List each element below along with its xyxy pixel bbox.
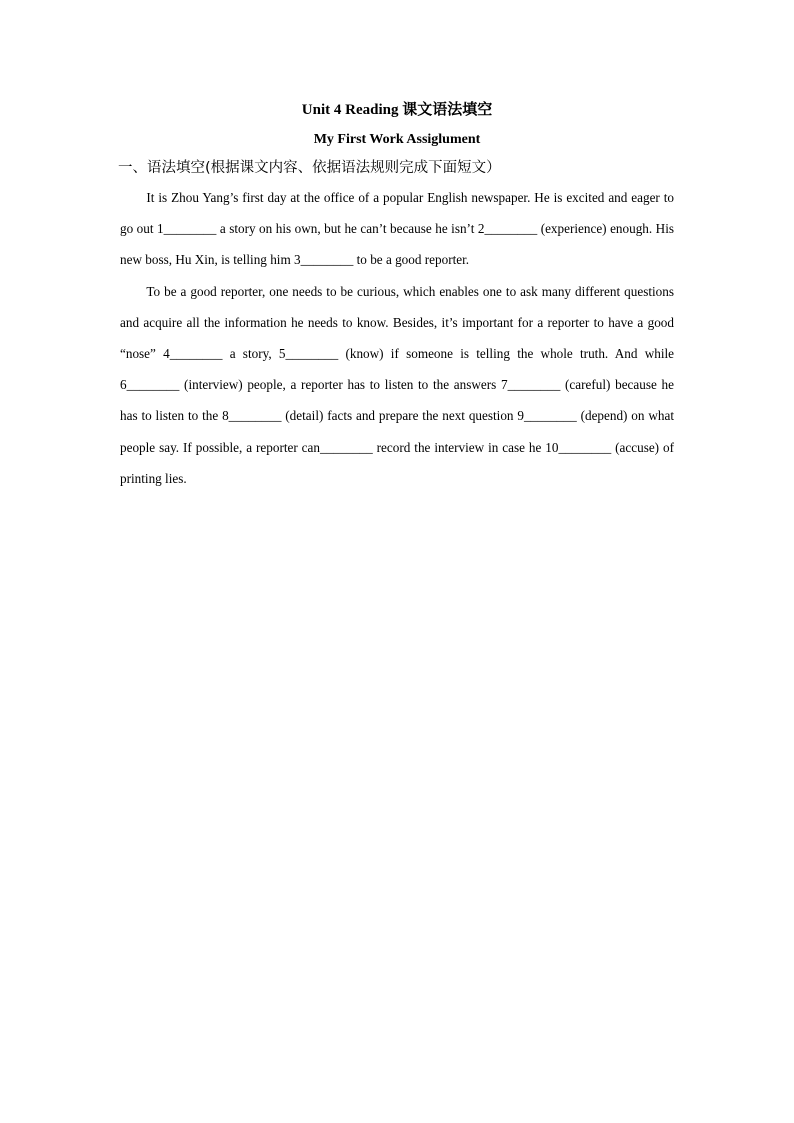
worksheet-page xyxy=(120,98,674,494)
section-heading: 一、语法填空(根据课文内容、依据语法规则完成下面短文） xyxy=(118,160,501,176)
passage-title: My First Work Assiglument xyxy=(313,132,481,147)
paragraph-1: It is Zhou Yang’s first day at the office of a popular English newspaper. He is excited and eager to go out 1________ a story on his own, but he can’t because he isn’t 2________ (experience) enough. His new boss, Hu Xin, is telling him 3________ to be a good reporter. xyxy=(120,190,674,268)
paragraph-2: To be a good reporter, one needs to be curious, which enables one to ask many different questions and acquire all the information he needs to know. Besides, it’s important for a reporter to have a good “nose” 4________ a story, 5________ (know) if someone is telling the whole truth. And while 6________ (interview) people, a reporter has to listen to the answers 7________ (careful) because he has to listen to the 8________ (detail) facts and prepare the next question 9________ (depend) on what people say. If possible, a reporter can________ record the interview in case he 10________ (accuse) of printing lies. xyxy=(120,283,674,486)
page-title: Unit 4 Reading 课文语法填空 xyxy=(301,102,493,118)
